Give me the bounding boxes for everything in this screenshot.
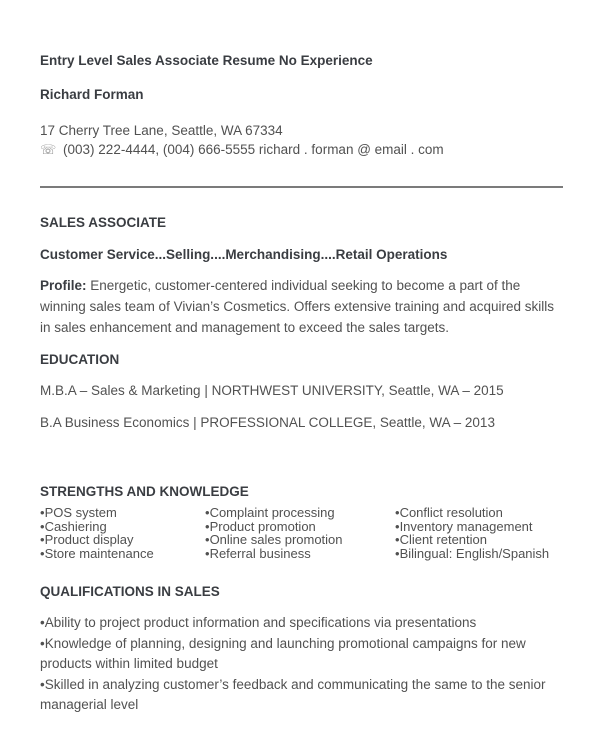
skills-summary-line: Customer Service...Selling....Merchandising....Retail Operations xyxy=(40,247,448,262)
address-line: 17 Cherry Tree Lane, Seattle, WA 67334 xyxy=(40,123,283,138)
strength-item: • Product promotion xyxy=(205,520,395,534)
qualification-item: • Knowledge of planning, designing and launching promotional campaigns for new products within limited budget xyxy=(40,634,563,675)
profile-paragraph xyxy=(40,275,563,338)
section-heading-qualifications: QUALIFICATIONS IN SALES xyxy=(40,584,220,600)
strengths-column-1 xyxy=(40,506,205,560)
education-item: B.A Business Economics | PROFESSIONAL COLLEGE, Seattle, WA – 2013 xyxy=(40,415,495,430)
contact-line xyxy=(40,140,563,159)
strength-item: • Client retention xyxy=(395,533,563,547)
strength-item: • Inventory management xyxy=(395,520,563,534)
document-title: Entry Level Sales Associate Resume No Experience xyxy=(40,53,373,68)
qualifications-list xyxy=(40,613,563,716)
section-heading-strengths: STRENGTHS AND KNOWLEDGE xyxy=(40,484,249,499)
strength-item: • Complaint processing xyxy=(205,506,395,520)
strength-item: • Bilingual: English/Spanish xyxy=(395,547,563,561)
strengths-column-3 xyxy=(395,506,563,560)
strength-item: • POS system xyxy=(40,506,205,520)
section-heading-education: EDUCATION xyxy=(40,352,120,367)
strength-item: • Conflict resolution xyxy=(395,506,563,520)
phone-icon: ☏ xyxy=(40,142,57,157)
strengths-column-2 xyxy=(205,506,395,560)
education-item: M.B.A – Sales & Marketing | NORTHWEST UNIVERSITY, Seattle, WA – 2015 xyxy=(40,383,504,398)
strength-item: • Online sales promotion xyxy=(205,533,395,547)
strength-item: • Cashiering xyxy=(40,520,205,534)
strength-item: • Store maintenance xyxy=(40,547,205,561)
contact-text: (003) 222-4444, (004) 666-5555 richard . forman @ email . com xyxy=(63,142,444,157)
strengths-columns xyxy=(40,506,563,560)
section-divider xyxy=(40,186,563,188)
section-heading-sales-associate: SALES ASSOCIATE xyxy=(40,215,167,230)
candidate-name: Richard Forman xyxy=(40,87,144,102)
profile-label: Profile: xyxy=(40,278,87,293)
profile-text: Energetic, customer-centered individual seeking to become a part of the winning sales team of Vivian’s Cosmetics. Offers extensive training and acquired skills in sales enhancement and management to exceed the sales targets. xyxy=(40,278,554,335)
strength-item: • Referral business xyxy=(205,547,395,561)
qualification-item: • Ability to project product information and specifications via presentations xyxy=(40,613,563,634)
qualification-item: • Skilled in analyzing customer’s feedback and communicating the same to the senior managerial level xyxy=(40,675,563,716)
strength-item: • Product display xyxy=(40,533,205,547)
